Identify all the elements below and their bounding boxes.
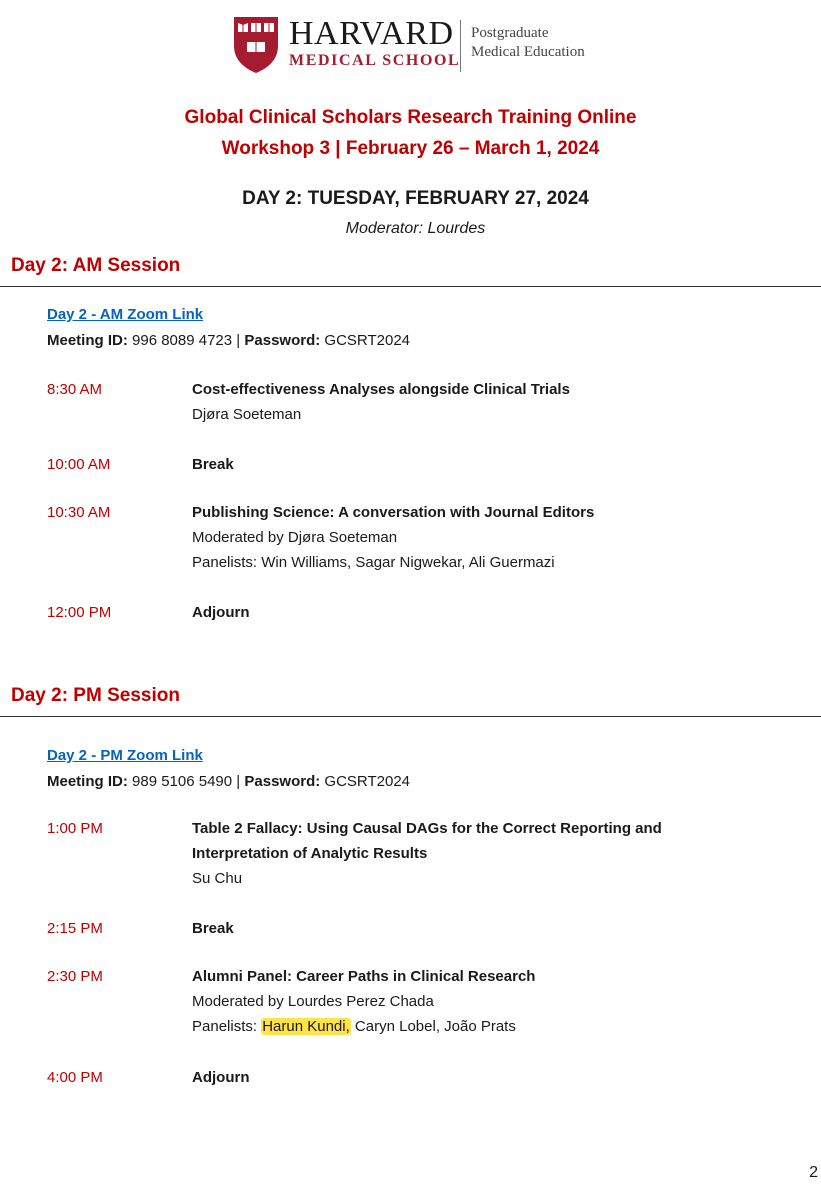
agenda-title: Table 2 Fallacy: Using Causal DAGs for the Correct Reporting and xyxy=(192,820,662,837)
logo-name: HARVARD xyxy=(289,15,454,52)
password: GCSRT2024 xyxy=(324,773,411,790)
panelists-rest: Caryn Lobel, João Prats xyxy=(350,1018,516,1035)
meeting-id: 989 5106 5490 xyxy=(132,773,233,790)
agenda-item xyxy=(192,600,792,625)
logo-department xyxy=(471,24,585,62)
am-zoom-link[interactable]: Day 2 - AM Zoom Link xyxy=(47,306,204,323)
agenda-title: Cost-effectiveness Analyses alongside Clinical Trials xyxy=(192,381,570,398)
veritas-shield-icon xyxy=(233,16,279,74)
separator: | xyxy=(236,332,241,349)
agenda-title-cont: Interpretation of Analytic Results xyxy=(192,845,428,862)
meeting-id-label: Meeting ID: xyxy=(47,773,128,790)
logo-subtitle: MEDICAL SCHOOL xyxy=(289,52,461,69)
page-number: 2 xyxy=(809,1164,818,1181)
agenda-item xyxy=(192,1065,792,1090)
panelists xyxy=(192,1014,792,1039)
agenda-time: 2:30 PM xyxy=(47,968,103,985)
agenda-time: 8:30 AM xyxy=(47,381,103,398)
password-label: Password: xyxy=(244,332,321,349)
agenda-item xyxy=(192,916,792,941)
agenda-title: Adjourn xyxy=(192,604,250,621)
logo-divider xyxy=(460,20,461,72)
password-label: Password: xyxy=(244,773,321,790)
pm-divider xyxy=(0,716,821,717)
meeting-id-label: Meeting ID: xyxy=(47,332,128,349)
agenda-item xyxy=(192,377,792,427)
agenda-title: Break xyxy=(192,920,234,937)
agenda-title: Adjourn xyxy=(192,1069,250,1086)
highlighted-name: Harun Kundi, xyxy=(262,1018,350,1035)
logo-dept-line1: Postgraduate xyxy=(471,25,549,41)
panelists: Panelists: Win Williams, Sagar Nigwekar, Ali Guermazi xyxy=(192,554,555,571)
agenda-title: Break xyxy=(192,456,234,473)
agenda-time: 10:30 AM xyxy=(47,504,111,521)
am-divider xyxy=(0,286,821,287)
workshop-title: Workshop 3 | February 26 – March 1, 2024 xyxy=(221,138,600,159)
agenda-title: Publishing Science: A conversation with Journal Editors xyxy=(192,504,595,521)
pm-zoom-link[interactable]: Day 2 - PM Zoom Link xyxy=(47,747,203,764)
agenda-time: 1:00 PM xyxy=(47,820,103,837)
agenda-time: 10:00 AM xyxy=(47,456,111,473)
meeting-id: 996 8089 4723 xyxy=(132,332,233,349)
password: GCSRT2024 xyxy=(324,332,411,349)
agenda-item xyxy=(192,452,792,477)
agenda-title: Alumni Panel: Career Paths in Clinical Research xyxy=(192,968,536,985)
pm-meeting-info xyxy=(47,772,410,792)
panelists-prefix: Panelists: xyxy=(192,1018,262,1035)
logo-dept-line2: Medical Education xyxy=(471,44,585,60)
am-meeting-info xyxy=(47,331,410,351)
program-title: Global Clinical Scholars Research Training Online xyxy=(184,107,637,128)
separator: | xyxy=(236,773,241,790)
moderated-by: Moderated by Djøra Soeteman xyxy=(192,529,398,546)
moderator: Moderator: Lourdes xyxy=(345,220,486,237)
speaker: Djøra Soeteman xyxy=(192,406,302,423)
speaker: Su Chu xyxy=(192,870,243,887)
day-title: DAY 2: TUESDAY, FEBRUARY 27, 2024 xyxy=(242,188,589,209)
agenda-item xyxy=(192,964,792,1039)
pm-session-heading: Day 2: PM Session xyxy=(11,685,180,706)
am-session-heading: Day 2: AM Session xyxy=(11,255,181,276)
agenda-item xyxy=(192,500,792,575)
agenda-time: 2:15 PM xyxy=(47,920,103,937)
agenda-time: 12:00 PM xyxy=(47,604,112,621)
agenda-item xyxy=(192,816,792,891)
moderated-by: Moderated by Lourdes Perez Chada xyxy=(192,993,434,1010)
agenda-time: 4:00 PM xyxy=(47,1069,103,1086)
